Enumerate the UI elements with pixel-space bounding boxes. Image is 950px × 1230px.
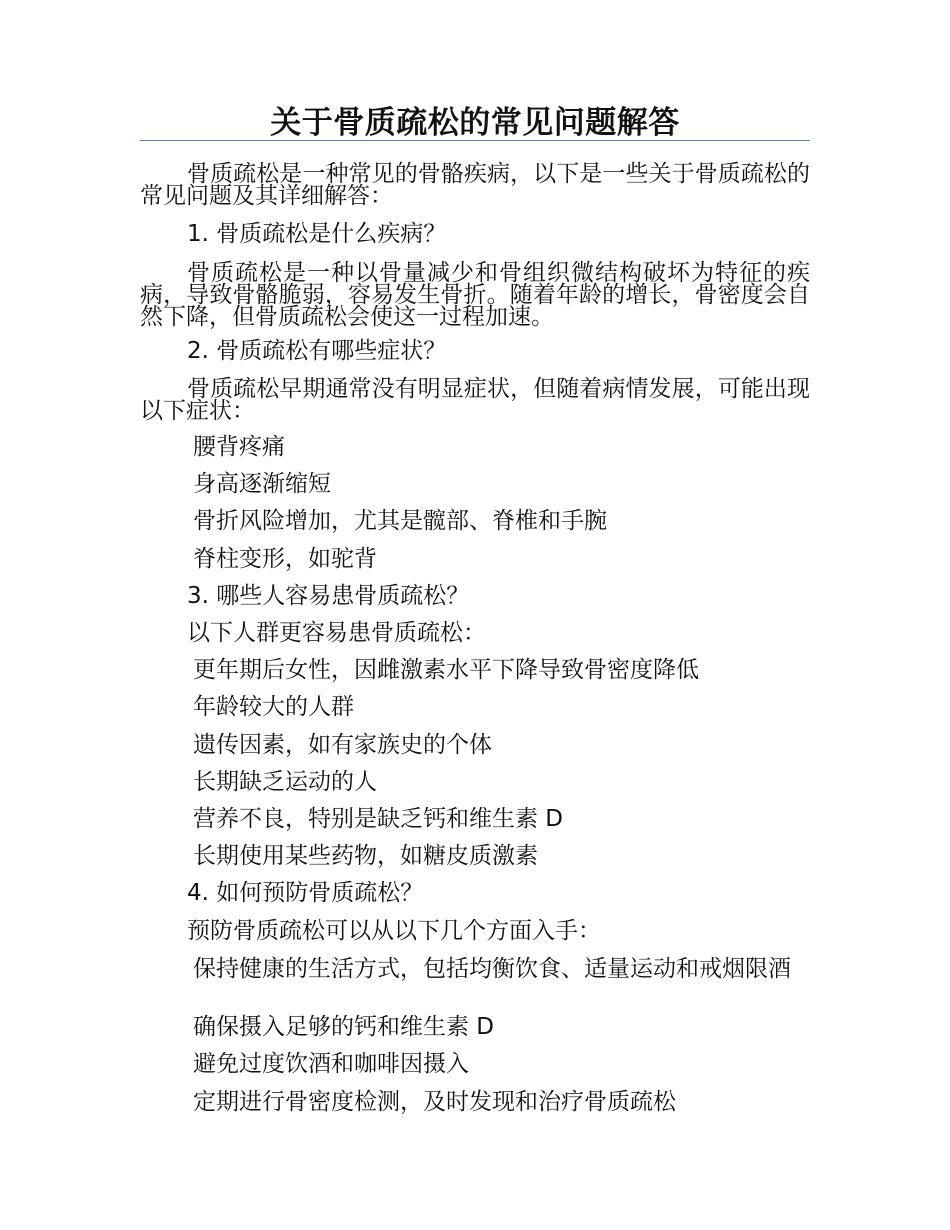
- section-heading-2: 2. 骨质疏松有哪些症状？: [187, 338, 447, 364]
- section-heading-1: 1. 骨质疏松是什么疾病？: [187, 221, 447, 247]
- list-item: 年龄较大的人群: [193, 694, 354, 720]
- list-item: 避免过度饮酒和咖啡因摄入: [193, 1051, 469, 1077]
- list-item: 定期进行骨密度检测，及时发现和治疗骨质疏松: [193, 1089, 676, 1115]
- title-underline: [140, 140, 810, 141]
- list-item: 骨折风险增加，尤其是髋部、脊椎和手腕: [193, 508, 607, 534]
- list-item: 长期使用某些药物，如糖皮质激素: [193, 843, 538, 869]
- section-body-4: 预防骨质疏松可以从以下几个方面入手：: [187, 918, 601, 944]
- list-item: 长期缺乏运动的人: [193, 769, 377, 795]
- section-body-2: 骨质疏松早期通常没有明显症状，但随着病情发展，可能出现以下症状：: [140, 376, 810, 424]
- intro-paragraph: 骨质疏松是一种常见的骨骼疾病，以下是一些关于骨质疏松的常见问题及其详细解答：: [140, 161, 810, 209]
- section-heading-3: 3. 哪些人容易患骨质疏松？: [187, 583, 470, 609]
- list-item: 保持健康的生活方式，包括均衡饮食、适量运动和戒烟限酒: [193, 956, 791, 982]
- list-item: 腰背疼痛: [193, 434, 285, 460]
- list-item: 身高逐渐缩短: [193, 471, 331, 497]
- section-heading-4: 4. 如何预防骨质疏松？: [187, 880, 424, 906]
- list-item: 确保摄入足够的钙和维生素 D: [193, 1014, 495, 1040]
- document-title: 关于骨质疏松的常见问题解答: [270, 105, 680, 141]
- list-item: 脊柱变形，如驼背: [193, 546, 377, 572]
- list-item: 营养不良，特别是缺乏钙和维生素 D: [193, 806, 564, 832]
- section-body-3: 以下人群更容易患骨质疏松：: [187, 620, 486, 646]
- list-item: 更年期后女性，因雌激素水平下降导致骨密度降低: [193, 657, 699, 683]
- list-item: 遗传因素，如有家族史的个体: [193, 732, 492, 758]
- section-body-1: 骨质疏松是一种以骨量减少和骨组织微结构破坏为特征的疾病，导致骨骼脆弱，容易发生骨折。随着年龄的增长，骨密度会自然下降，但骨质疏松会使这一过程加速。: [140, 260, 810, 330]
